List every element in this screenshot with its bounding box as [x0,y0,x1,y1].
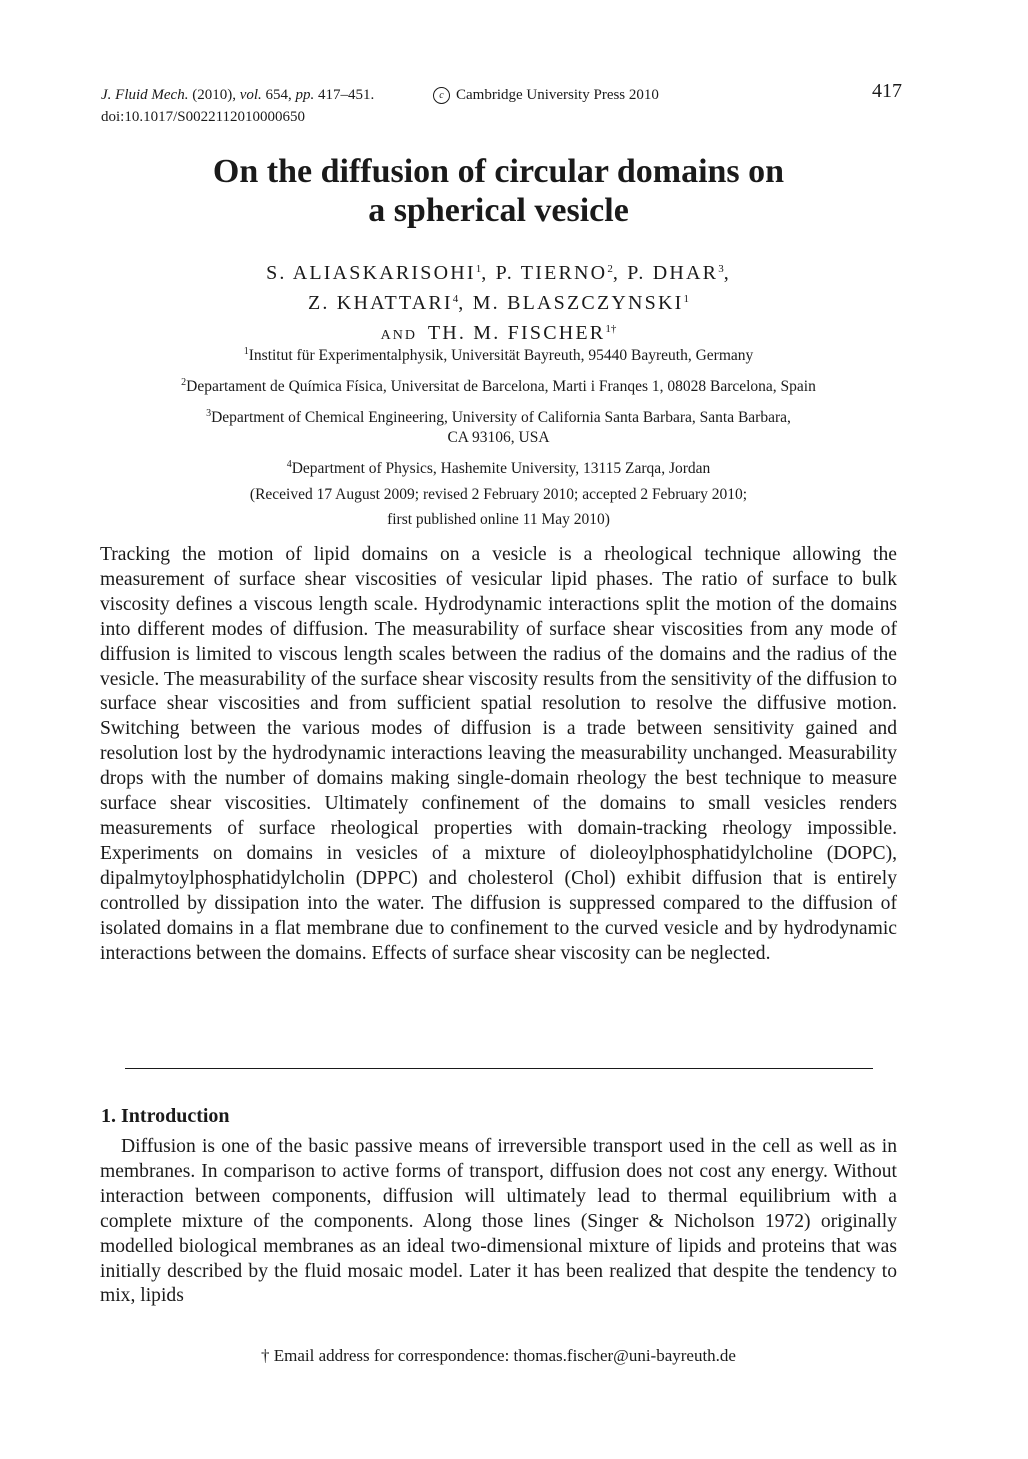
and-word: AND [380,328,417,343]
running-header [101,84,901,128]
author: M. BLASZCZYNSKI [472,292,684,314]
abstract: Tracking the motion of lipid domains on a vesicle is a rheological technique allowing the measurement of surface shear viscosities of vesicular lipid phases. The ratio of surface to bulk viscosity defines a viscous length scale. Hydrodynamic interactions split the motion of the domains into different modes of diffusion. The measurability of surface shear viscosities from any mode of diffusion is limited to viscous length scales between the radius of the domains and the radius of the vesicle. The measurability of the surface shear viscosity results from the sensitivity of the diffusion to surface shear viscosities and from sufficient spatial resolution to resolve the diffusive motion. Switching between the various modes of diffusion is a trade between sensitivity gained and resolution lost by the hydrodynamic interactions leaving the measurability unchanged. Measurability drops with the number of domains making single-domain rheology the best technique to measure surface shear viscosities. Ultimately confinement of the domains to small vesicles renders measurements of surface rheological properties with domain-tracking rheology impossible. Experiments on domains in vesicles of a mixture of dioleoylphosphatidylcholine (DOPC), dipalmytoylphosphatidylcholin (DPPC) and cholesterol (Chol) exhibit diffusion that is entirely controlled by dissipation into the water. The diffusion is suppressed compared to the diffusion of isolated domains in a flat membrane due to confinement to the curved vesicle and by hydrodynamic interactions between the domains. Effects of surface shear viscosity can be neglected. [100,544,897,964]
journal-abbrev: J. Fluid Mech. [101,87,189,103]
affil-mark: 1† [605,323,617,335]
affil-mark: 1 [683,293,689,305]
copyright-icon: c [433,87,450,104]
doi: doi:10.1017/S0022112010000650 [101,109,306,125]
author: Z. KHATTARI [307,292,453,314]
affil-mark: 1 [475,263,482,275]
volume: 654, [265,87,292,103]
title-line-1: On the diffusion of circular domains on [212,153,785,190]
pages: 417–451. [318,87,375,103]
affiliation: $^1$Institut für Experimentalphysik, Universität Bayreuth, 95440 Bayreuth, Germany [243,346,754,364]
affil-mark: 3 [718,263,724,275]
affiliation: $^3$Department of Chemical Engineering, University of California Santa Barbara, Santa Barbara, CA 93106, USA [206,408,791,446]
copyright [433,84,659,106]
received-line-1: (Received 17 August 2009; revised 2 February 2010; accepted 2 February 2010; [249,486,748,503]
title-line-2: a spherical vesicle [368,192,629,229]
received-dates [100,482,897,532]
author: S. ALIASKARISOHI [266,262,476,284]
section-body: Diffusion is one of the basic passive means of irreversible transport used in the cell as well as in membranes. In comparison to active forms of transport, diffusion does not cost any energy. Without interaction between components, diffusion will ultimately lead to thermal equilibrium with a complete mixture of the components. Along those lines (Singer & Nicholson 1972) originally modelled biological membranes as an ideal two-dimensional mixture of lipids and proteins that was initially described by the fluid mosaic model. Later it has been realized that despite the tendency to mix, lipids [100,1136,897,1307]
author-list [100,256,897,349]
citation-line [101,84,901,106]
divider [125,1068,873,1069]
received-line-2: first published online 11 May 2010) [387,511,610,528]
author: TH. M. FISCHER [427,322,606,344]
paper-title [100,152,897,230]
section-heading: 1. Introduction [101,1105,230,1127]
footnote: † Email address for correspondence: thomas.fischer@uni-bayreuth.de [261,1346,736,1365]
author: P. DHAR [627,262,719,284]
year: (2010), [192,87,236,103]
author-line-1: S. ALIASKARISOHI$^1$, P. TIERNO$^2$, P. DHAR$^3$, [266,262,731,284]
affiliation: $^4$Department of Physics, Hashemite University, 13115 Zarqa, Jordan [286,459,711,477]
affiliations [100,342,897,486]
page-number: 417 [872,80,902,102]
copyright-text: Cambridge University Press 2010 [456,87,659,103]
pp-label: pp. [295,87,315,103]
affil-mark: 4 [452,293,459,305]
affil-mark: 2 [607,263,613,275]
author: P. TIERNO [495,262,608,284]
affiliation: $^2$Departament de Química Física, Universitat de Barcelona, Marti i Franqes 1, 08028 Barcelona, Spain [181,377,816,395]
vol-label: vol. [239,87,262,103]
author-line-2: Z. KHATTARI$^4$, M. BLASZCZYNSKI$^1$ [307,292,689,314]
